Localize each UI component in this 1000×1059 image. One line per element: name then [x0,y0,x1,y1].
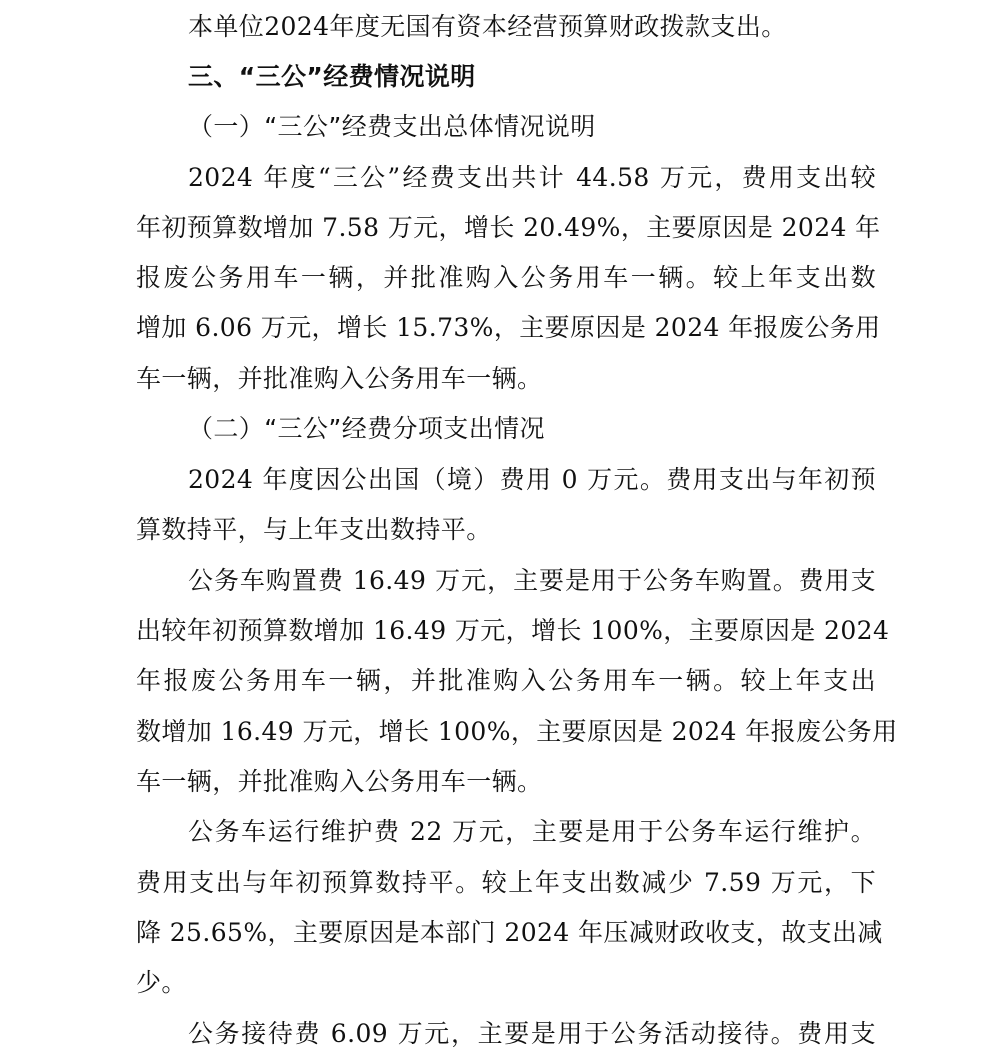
paragraph-line: 2024 年度因公出国（境）费用 0 万元。费用支出与年初预 [188,465,876,494]
paragraph-line: 降 25.65%，主要原因是本部门 2024 年压减财政收支，故支出减 [136,918,883,947]
paragraph-line: 年初预算数增加 7.58 万元，增长 20.49%，主要原因是 2024 年 [136,213,881,242]
subsection-heading: （一）“三公”经费支出总体情况说明 [188,112,596,141]
paragraph-line: 本单位2024年度无国有资本经营预算财政拨款支出。 [188,12,787,41]
paragraph-line: 费用支出与年初预算数持平。较上年支出数减少 7.59 万元，下 [136,868,876,897]
paragraph-line: 公务车运行维护费 22 万元，主要是用于公务车运行维护。 [188,817,876,846]
paragraph-line: 年报废公务用车一辆，并批准购入公务用车一辆。较上年支出 [136,666,876,695]
paragraph-line: 公务接待费 6.09 万元，主要是用于公务活动接待。费用支 [188,1019,876,1048]
paragraph-line: 车一辆，并批准购入公务用车一辆。 [136,767,543,796]
paragraph-line: 增加 6.06 万元，增长 15.73%，主要原因是 2024 年报废公务用 [136,313,881,342]
paragraph-line: 报废公务用车一辆，并批准购入公务用车一辆。较上年支出数 [136,263,876,292]
paragraph-line: 数增加 16.49 万元，增长 100%，主要原因是 2024 年报废公务用 [136,717,898,746]
section-heading: 三、“三公”经费情况说明 [188,62,476,91]
paragraph-line: 2024 年度“三公”经费支出共计 44.58 万元，费用支出较 [188,163,876,192]
paragraph-line: 车一辆，并批准购入公务用车一辆。 [136,364,543,393]
paragraph-line: 公务车购置费 16.49 万元，主要是用于公务车购置。费用支 [188,566,876,595]
paragraph-line: 出较年初预算数增加 16.49 万元，增长 100%，主要原因是 2024 [136,616,890,645]
paragraph-line: 算数持平，与上年支出数持平。 [136,515,492,544]
paragraph-line: 少。 [136,968,187,997]
subsection-heading: （二）“三公”经费分项支出情况 [188,414,545,443]
